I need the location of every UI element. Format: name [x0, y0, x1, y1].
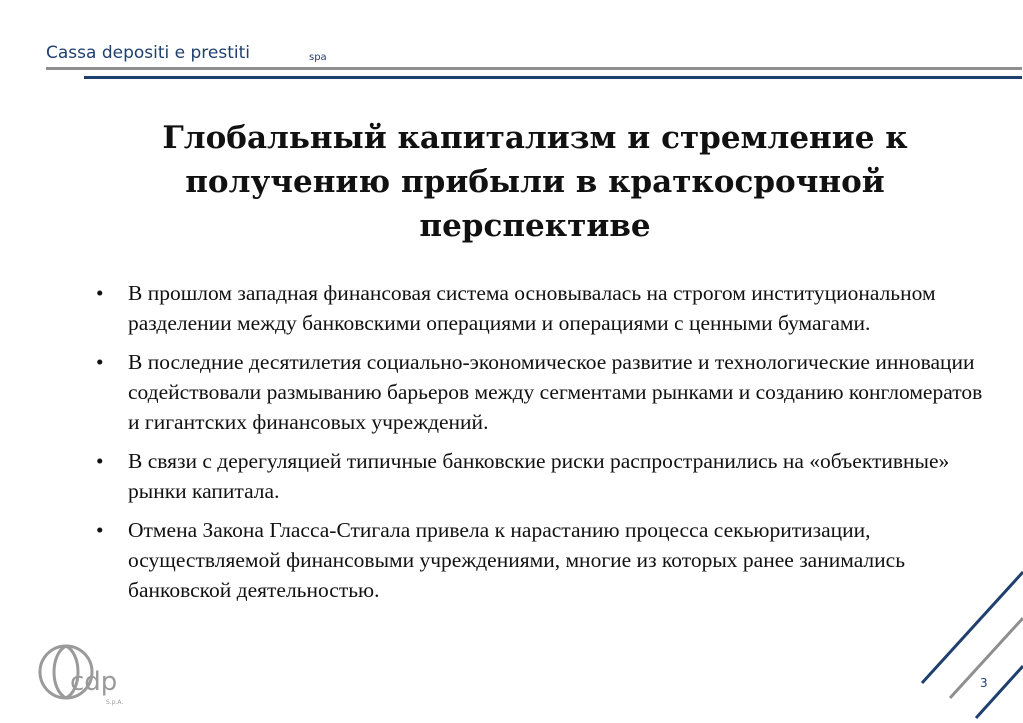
bullet-text: В последние десятилетия социально-экономическое развитие и технологические инновации содействовали размыванию барьеров между сегментами рынками и созданию конгломератов и гигантских финансовых учреждений. — [128, 350, 983, 434]
logo-small-text: S.p.A. — [106, 699, 124, 706]
bullet-item — [96, 347, 986, 437]
bullet-dot-icon: • — [96, 281, 104, 305]
bullet-item — [96, 515, 986, 605]
decorative-diagonal-lines — [900, 570, 1023, 723]
slide-title: Глобальный капитализм и стремление к получению прибыли в краткосрочной перспективе — [162, 120, 908, 244]
header-rule-gray — [46, 67, 1022, 70]
header-rule-navy — [84, 76, 1022, 79]
cdp-logo — [36, 640, 132, 708]
company-suffix: spa — [309, 52, 327, 63]
bullet-list — [96, 278, 986, 614]
bullet-dot-icon: • — [96, 449, 104, 473]
bullet-dot-icon: • — [96, 350, 104, 374]
company-name: Cassa depositi e prestiti — [46, 43, 250, 63]
bullet-item — [96, 446, 986, 506]
page-number: 3 — [980, 676, 988, 690]
bullet-text: В связи с дерегуляцией типичные банковские риски распространились на «объективные» рынки капитала. — [128, 449, 950, 503]
bullet-text: В прошлом западная финансовая система основывалась на строгом институциональном разделении между банковскими операциями и операциями с ценными бумагами. — [128, 281, 936, 335]
bullet-item — [96, 278, 986, 338]
logo-text: cdp — [70, 667, 118, 697]
bullet-dot-icon: • — [96, 518, 104, 542]
bullet-text: Отмена Закона Гласса-Стигала привела к нарастанию процесса секьюритизации, осуществляемой финансовыми учреждениями, многие из которых ранее занимались банковской деятельностью. — [128, 518, 906, 602]
